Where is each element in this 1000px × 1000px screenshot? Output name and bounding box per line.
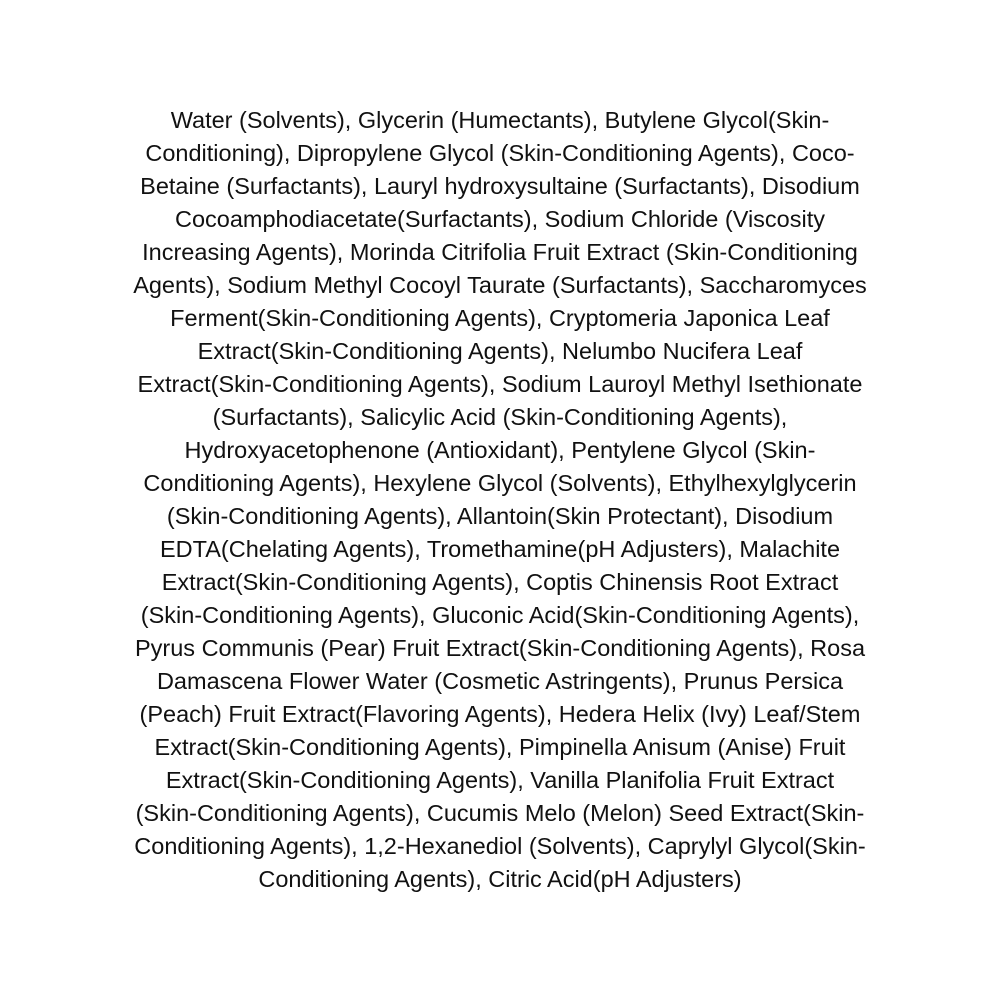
ingredient-line: Extract(Skin-Conditioning Agents), Pimpinella Anisum (Anise) Fruit — [154, 734, 846, 760]
ingredient-line: Water (Solvents), Glycerin (Humectants), Butylene Glycol(Skin- — [170, 107, 830, 133]
ingredient-line: Hydroxyacetophenone (Antioxidant), Pentylene Glycol (Skin- — [184, 437, 816, 463]
ingredient-line: (Surfactants), Salicylic Acid (Skin-Conditioning Agents), — [212, 404, 788, 430]
ingredient-line: Extract(Skin-Conditioning Agents), Vanilla Planifolia Fruit Extract — [165, 767, 835, 793]
ingredient-line: Ferment(Skin-Conditioning Agents), Cryptomeria Japonica Leaf — [170, 305, 830, 331]
ingredient-line: (Peach) Fruit Extract(Flavoring Agents), Hedera Helix (Ivy) Leaf/Stem — [139, 701, 861, 727]
ingredient-line: EDTA(Chelating Agents), Tromethamine(pH Adjusters), Malachite — [159, 536, 841, 562]
ingredient-line: (Skin-Conditioning Agents), Gluconic Acid(Skin-Conditioning Agents), — [140, 602, 860, 628]
ingredient-line: Cocoamphodiacetate(Surfactants), Sodium Chloride (Viscosity — [174, 206, 826, 232]
ingredient-line: Damascena Flower Water (Cosmetic Astringents), Prunus Persica — [156, 668, 844, 694]
ingredient-line: Extract(Skin-Conditioning Agents), Sodium Lauroyl Methyl Isethionate — [137, 371, 863, 397]
ingredient-line: Increasing Agents), Morinda Citrifolia Fruit Extract (Skin-Conditioning — [142, 239, 858, 265]
ingredient-line: Extract(Skin-Conditioning Agents), Nelumbo Nucifera Leaf — [197, 338, 803, 364]
ingredient-list — [90, 104, 910, 896]
ingredient-line: (Skin-Conditioning Agents), Allantoin(Skin Protectant), Disodium — [166, 503, 834, 529]
ingredient-line: (Skin-Conditioning Agents), Cucumis Melo (Melon) Seed Extract(Skin- — [135, 800, 865, 826]
ingredient-line: Agents), Sodium Methyl Cocoyl Taurate (Surfactants), Saccharomyces — [133, 272, 867, 298]
ingredient-line: Conditioning Agents), Citric Acid(pH Adjusters) — [258, 866, 742, 892]
ingredient-line: Conditioning), Dipropylene Glycol (Skin-Conditioning Agents), Coco- — [145, 140, 855, 166]
ingredient-line: Extract(Skin-Conditioning Agents), Coptis Chinensis Root Extract — [161, 569, 839, 595]
ingredient-line: Betaine (Surfactants), Lauryl hydroxysultaine (Surfactants), Disodium — [140, 173, 860, 199]
ingredient-line: Conditioning Agents), 1,2-Hexanediol (Solvents), Caprylyl Glycol(Skin- — [134, 833, 866, 859]
ingredient-line: Pyrus Communis (Pear) Fruit Extract(Skin-Conditioning Agents), Rosa — [134, 635, 866, 661]
ingredient-line: Conditioning Agents), Hexylene Glycol (Solvents), Ethylhexylglycerin — [143, 470, 857, 496]
